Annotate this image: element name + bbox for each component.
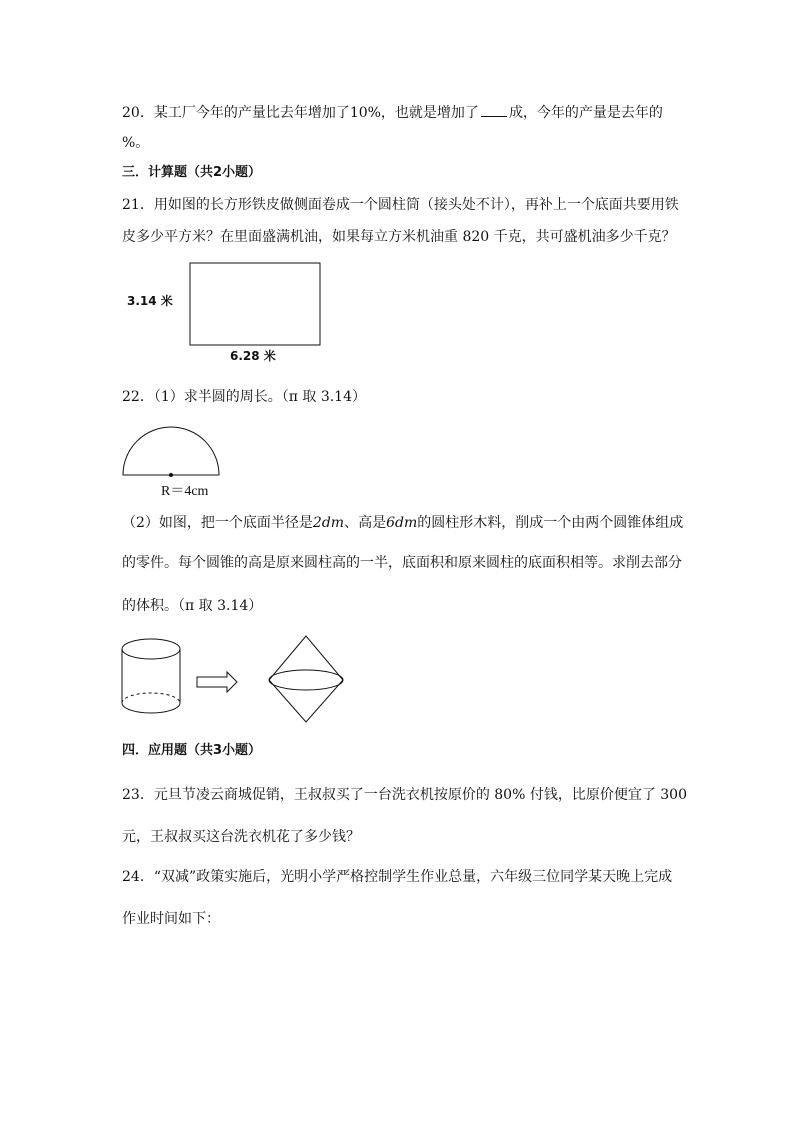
q24-line2: 作业时间如下：	[122, 911, 220, 927]
q22-radius-value: 2dm	[312, 515, 345, 531]
cylinder-shape	[122, 639, 180, 713]
section3-title: 三．计算题（共2小题）	[122, 165, 262, 180]
q22-part2-line3: 的体积。（π 取 3.14）	[122, 598, 263, 614]
q21-line2: 皮多少平方米？在里面盛满机油，如果每立方米机油重 820 千克，共可盛机油多少千克？	[122, 229, 676, 245]
q23-line2: 元，王叔叔买这台洗衣机花了多少钱？	[122, 829, 360, 845]
q21-line1: 21．用如图的长方形铁皮做侧面卷成一个圆柱筒（接头处不计），再补上一个底面共要用铁	[122, 197, 679, 213]
q24-line1: 24．“双减”政策实施后，光明小学严格控制学生作业总量，六年级三位同学某天晚上完成	[122, 869, 673, 885]
q22-part2-b: 、高是	[344, 515, 387, 531]
double-cone-shape	[269, 636, 343, 722]
q22-part1: 22．（1）求半圆的周长。（π 取 3.14）	[122, 389, 366, 405]
q22-part2-line2: 的零件。每个圆锥的高是原来圆柱高的一半，底面积和原来圆柱的底面积相等。求削去部分	[122, 555, 682, 571]
q22-height-value: 6dm	[386, 515, 418, 531]
rect-width-label: 6.28 米	[230, 349, 276, 363]
q20-line2: %。	[122, 135, 150, 151]
hollow-arrow	[197, 672, 237, 692]
q23-line1: 23．元旦节凌云商城促销，王叔叔买了一台洗衣机按原价的 80% 付钱，比原价便宜了 300	[122, 787, 688, 803]
q22-part2-a: （2）如图，把一个底面半径是	[122, 515, 313, 531]
q20-text-b: 成，今年的产量是去年的	[508, 105, 663, 121]
rect-height-label: 3.14 米	[127, 294, 173, 308]
q20-text-a: 20．某工厂今年的产量比去年增加了10%，也就是增加了	[122, 105, 479, 121]
semicircle-radius-label: R＝4cm	[161, 484, 209, 499]
section4-title: 四．应用题（共3小题）	[122, 743, 262, 758]
q22-part2-c: 的圆柱形木料，削成一个由两个圆锥体组成	[417, 515, 684, 531]
